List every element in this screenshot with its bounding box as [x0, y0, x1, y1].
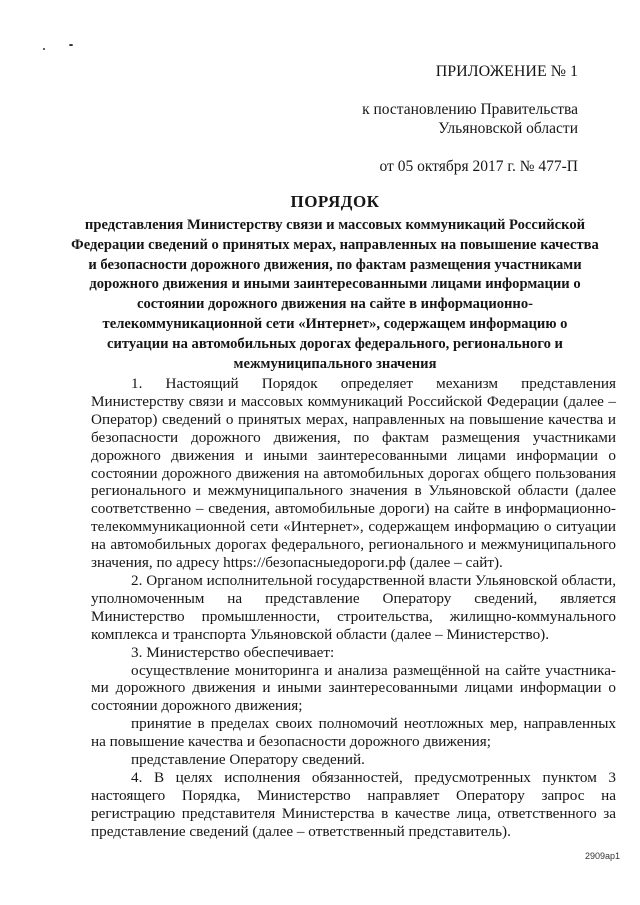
appendix-block	[90, 62, 578, 176]
title-main: ПОРЯДОК	[290, 192, 380, 211]
scan-speck	[43, 48, 45, 50]
document-body	[91, 375, 616, 841]
paragraph-2: 2. Органом исполнительной государственной власти Ульяновской области, уполномоченным на представление Оператору сведений, является Министерство промышленности, строительства, жилищно-коммунального комплекса и транспорта Ульяновской области (далее – Министерство).	[91, 571, 616, 643]
appendix-heading: ПРИЛОЖЕНИЕ № 1	[435, 63, 578, 80]
title-subtitle: представления Министерству связи и массовых коммуникаций Российской Федерации сведений о принятых мерах, направленных на повышение качества и безопасности дорожного движения, по фактам размещения участниками дорожного движения и иными заинтересованными лицами информации о состоянии дорожного движения на сайте в информационно-телекоммуникационной сети «Интернет», содержащем информацию о ситуации на автомобильных дорогах федерального, регионального и межмуниципального значения	[71, 217, 599, 372]
paragraph-3-item-monitoring: осуществление мониторинга и анализа размещённой на сайте участника-ми дорожного движения и иными заинтересованными лицами информации о состоянии дорожного движения;	[91, 661, 616, 715]
appendix-date-line: от 05 октября 2017 г. № 477-П	[379, 158, 578, 175]
paragraph-4: 4. В целях исполнения обязанностей, предусмотренных пунктом 3 настоящего Порядка, Министерство направляет Оператору запрос на регистрацию представителя Министерства в качестве лица, ответственного за представление сведений (далее – ответственный представитель).	[91, 768, 616, 840]
appendix-line-1: к постановлению Правительства	[362, 101, 578, 118]
scan-speck	[69, 44, 73, 46]
document-code: 2909ар1	[584, 851, 620, 861]
paragraph-3-item-measures: принятие в пределах своих полномочий неотложных мер, направленных на повышение качества и безопасности дорожного движения;	[91, 715, 616, 751]
appendix-line-2: Ульяновской области	[438, 120, 578, 137]
paragraph-3-item-reporting: представление Оператору сведений.	[131, 751, 365, 769]
paragraph-3: 3. Министерство обеспечивает:	[131, 643, 335, 661]
paragraph-1: 1. Настоящий Порядок определяет механизм представления Министерству связи и массовых коммуникаций Российской Федерации (далее – Оператор) сведений о принятых мерах, направленных на повышение качества и безопасности дорожного движения, по фактам размещения участниками дорожного движения и иными заинтересованными лицами информации о состоянии дорожного движения на автомобильных дорогах общего пользования регионального и межмуниципального значения в Ульяновской области (далее соответственно – сведения, автомобильные дороги) на сайте в информационно-телекоммуникационной сети «Интернет», содержащем информацию о ситуации на автомобильных дорогах федерального, регионального и межмуниципального значения, по адресу https://безопасныедороги.рф (далее – сайт).	[91, 375, 616, 572]
document-title	[70, 192, 600, 374]
